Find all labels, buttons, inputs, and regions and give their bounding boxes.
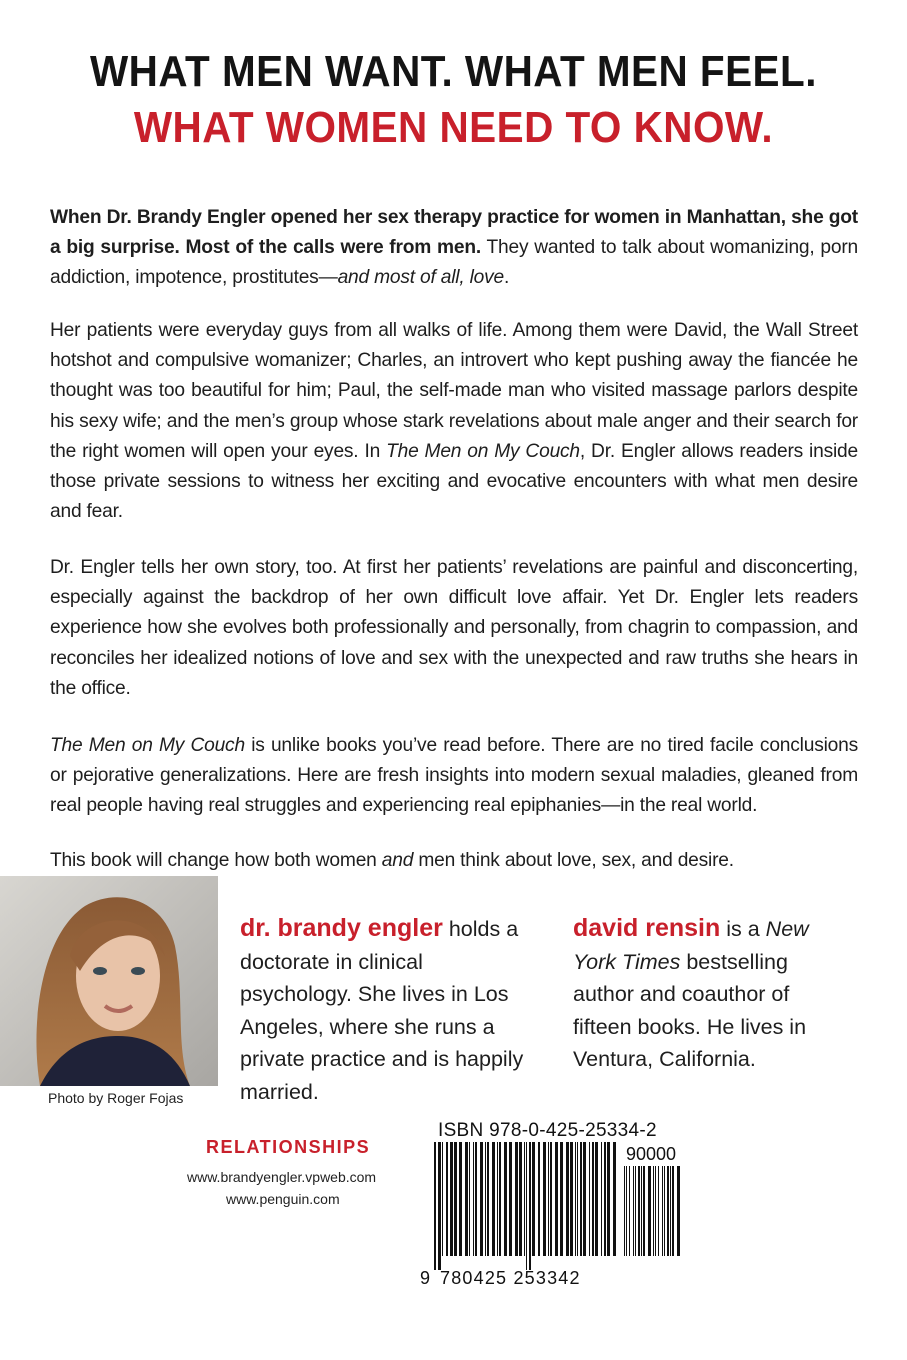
barcode-bar: [643, 1166, 645, 1256]
barcode-bar: [648, 1166, 651, 1256]
barcode-bar: [492, 1142, 495, 1256]
barcode-bar: [655, 1166, 656, 1256]
author-name: dr. brandy engler: [240, 914, 443, 942]
coauthor-bio: [573, 912, 833, 1076]
barcode-bar: [480, 1142, 483, 1256]
barcode-bar: [577, 1142, 578, 1256]
patients-text-a: Her patients were everyday guys from all walks of life. Among them were David, the Wall Street hotshot and compulsive womanizer; Charles, an introvert who kept pushing away the fiancée he thought was too beautiful for him; Paul, the self-made man who visited massage parlors despite his sexy wife; and the men’s group whose stark revelations about male anger and their search for the right women will open your eyes. In: [50, 320, 858, 462]
barcode-bar: [548, 1142, 549, 1256]
barcode-bar: [662, 1166, 663, 1256]
coauthor-bio-italic: New York Times: [573, 917, 809, 974]
intro-text: They wanted to talk about womanizing, porn addiction, impotence, prostitutes—: [50, 237, 859, 289]
barcode-bar: [677, 1166, 680, 1256]
intro-end: .: [504, 267, 510, 289]
barcode-bar: [595, 1142, 598, 1256]
barcode-bar: [592, 1142, 594, 1256]
book-title-inline: The Men on My Couch: [50, 735, 245, 756]
photo-caption: Photo by Roger Fojas: [48, 1090, 184, 1106]
barcode-bar: [519, 1142, 522, 1256]
patients-text-b: , Dr. Engler allows readers inside those private sessions to witness her exciting and evocative encounters with what men desire and fear.: [50, 440, 858, 523]
barcode-bar: [672, 1166, 674, 1256]
barcode-bar: [626, 1166, 627, 1256]
barcode-bar: [570, 1142, 573, 1256]
author-portrait-image: [0, 876, 218, 1086]
barcode-bar: [499, 1142, 501, 1256]
coauthor-bio-text-a: is a: [720, 917, 766, 941]
ean-barcode-bars: [434, 1142, 619, 1270]
author-photo: [0, 876, 218, 1086]
barcode-bar: [475, 1142, 477, 1256]
barcode-bar: [601, 1142, 602, 1256]
barcode-bar: [532, 1142, 535, 1256]
barcode-bar: [485, 1142, 486, 1256]
barcode-bar: [515, 1142, 518, 1256]
author-bio-text: holds a doctorate in clinical psychology. She lives in Los Angeles, where she runs a private practice and is happily married.: [240, 917, 524, 1104]
intro-bold-text: When Dr. Brandy Engler opened her sex therapy practice for women in Manhattan, she got a big surprise. Most of the calls were from men.: [50, 207, 858, 259]
barcode-bar: [635, 1166, 636, 1256]
barcode-bar: [497, 1142, 498, 1256]
barcode-bar: [450, 1142, 453, 1256]
barcode-bar: [560, 1142, 563, 1256]
barcode-bar: [670, 1166, 671, 1256]
paragraph-summary: [50, 731, 858, 822]
paragraph-closing: [50, 846, 858, 876]
isbn-label: ISBN 978-0-425-25334-2: [438, 1120, 657, 1141]
author-bio: [240, 912, 540, 1108]
intro-italic-text: and most of all, love: [337, 267, 505, 289]
barcode-bar: [538, 1142, 540, 1256]
barcode-bar: [529, 1142, 531, 1270]
coauthor-bio-text-b: bestselling author and coauthor of fifteen books. He lives in Ventura, California.: [573, 949, 807, 1071]
closing-text-b: men think about love, sex, and desire.: [413, 850, 734, 871]
barcode-bar: [604, 1142, 606, 1256]
barcode-bar: [550, 1142, 552, 1256]
headline-line-1: WHAT MEN WANT. WHAT MEN FEEL.: [90, 47, 817, 96]
barcode-bar: [575, 1142, 576, 1256]
barcode-bar: [454, 1142, 457, 1256]
coauthor-name: david rensin: [573, 914, 721, 942]
headline-line-2: WHAT WOMEN NEED TO KNOW.: [133, 103, 774, 152]
paragraph-own-story: Dr. Engler tells her own story, too. At first her patients’ revelations are painful and disconcerting, especially against the backdrop of her own difficult love affair. Yet Dr. Engler lets readers experience how she evolves both professionally and personally, from chagrin to compassion, and reconciles her idealized notions of love and sex with the unexpected and raw truths she hears in the office.: [50, 557, 858, 699]
barcode-first-digit: 9: [420, 1268, 431, 1288]
barcode-bar: [607, 1142, 610, 1256]
price-addon-bars: [624, 1166, 680, 1270]
barcode-bar: [487, 1142, 489, 1256]
barcode-bar: [509, 1142, 512, 1256]
barcode-bar: [667, 1166, 669, 1256]
barcode-bar: [459, 1142, 462, 1256]
barcode-bar: [526, 1142, 527, 1270]
barcode: [420, 1120, 710, 1295]
barcode-bar: [624, 1166, 625, 1256]
barcode-bar: [566, 1142, 569, 1256]
barcode-bar: [524, 1142, 525, 1256]
barcode-bar: [465, 1142, 468, 1256]
barcode-bar: [664, 1166, 665, 1256]
barcode-bar: [658, 1166, 659, 1256]
barcode-bar: [641, 1166, 642, 1256]
barcode-bar: [446, 1142, 448, 1256]
barcode-bar: [434, 1142, 436, 1270]
barcode-bar: [613, 1142, 616, 1256]
author-website-url: www.brandyengler.vpweb.com: [187, 1169, 377, 1185]
barcode-bar: [653, 1166, 654, 1256]
publisher-website-url: www.penguin.com: [226, 1191, 340, 1207]
barcode-bar: [473, 1142, 474, 1256]
barcode-bar: [583, 1142, 586, 1256]
barcode-bar: [504, 1142, 507, 1256]
book-title-inline: The Men on My Couch: [386, 440, 580, 462]
closing-italic: and: [381, 850, 414, 871]
barcode-bar: [629, 1166, 630, 1256]
barcode-digits: 780425 253342: [440, 1268, 581, 1288]
barcode-bar: [589, 1142, 590, 1256]
barcode-bar: [438, 1142, 441, 1270]
barcode-bar: [469, 1142, 470, 1256]
paragraph-patients: [50, 316, 858, 527]
barcode-bar: [555, 1142, 558, 1256]
summary-text: is unlike books you’ve read before. There are no tired facile conclusions or pejorative generalizations. Here are fresh insights into modern sexual maladies, gleaned from real people having real struggles and experiencing real epiphanies—in the real world.: [50, 735, 858, 817]
category-label: RELATIONSHIPS: [206, 1137, 371, 1157]
barcode-bar: [638, 1166, 640, 1256]
barcode-bar: [543, 1142, 546, 1256]
barcode-bar: [633, 1166, 634, 1256]
barcode-bar: [442, 1142, 443, 1256]
price-code: 90000: [626, 1144, 677, 1164]
barcode-bar: [580, 1142, 582, 1256]
closing-text-a: This book will change how both women: [50, 850, 382, 871]
paragraph-intro: [50, 203, 858, 294]
